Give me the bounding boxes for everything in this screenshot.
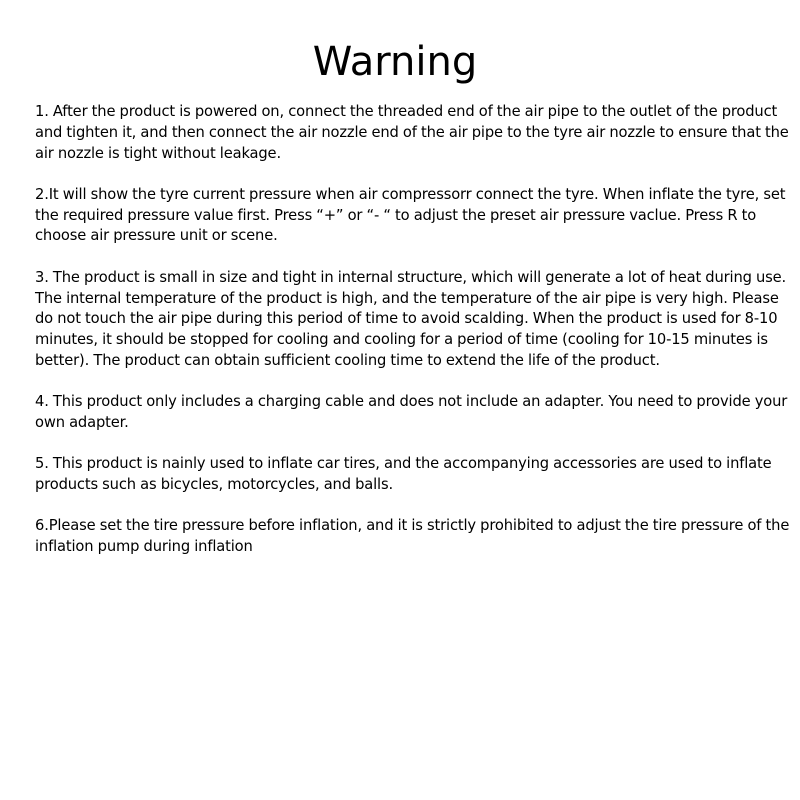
warning-body	[35, 102, 794, 579]
warning-item-5: 5. This product is nainly used to inflate car tires, and the accompanying accessories are used to inflate products such as bicycles, motorcycles, and balls.	[35, 455, 776, 494]
page-title: Warning	[312, 39, 478, 85]
warning-item-2: 2.It will show the tyre current pressure when air compressorr connect the tyre. When inflate the tyre, set the required pressure value first. Press “+” or “- “ to adjust the preset air pressure vaclue. Press R to choose air pressure unit or scene.	[35, 185, 790, 245]
warning-item-1: 1. After the product is powered on, connect the threaded end of the air pipe to the outlet of the product and tighten it, and then connect the air nozzle end of the air pipe to the tyre air nozzle to ensure that the air nozzle is tight without leakage.	[35, 103, 793, 162]
warning-item-3: 3. The product is small in size and tight in internal structure, which will generate a lot of heat during use. The internal temperature of the product is high, and the temperature of the air pipe is very high. Please do not touch the air pipe during this period of time to avoid scalding. When the product is used for 8-10 minutes, it should be stopped for cooling and cooling for a period of time (cooling for 10-15 minutes is better). The product can obtain sufficient cooling time to extend the life of the product.	[35, 268, 791, 369]
warning-item-6: 6.Please set the tire pressure before inflation, and it is strictly prohibited to adjust the tire pressure of the inflation pump during inflation	[35, 517, 794, 556]
warning-item-4: 4. This product only includes a charging cable and does not include an adapter. You need to provide your own adapter.	[35, 393, 792, 432]
